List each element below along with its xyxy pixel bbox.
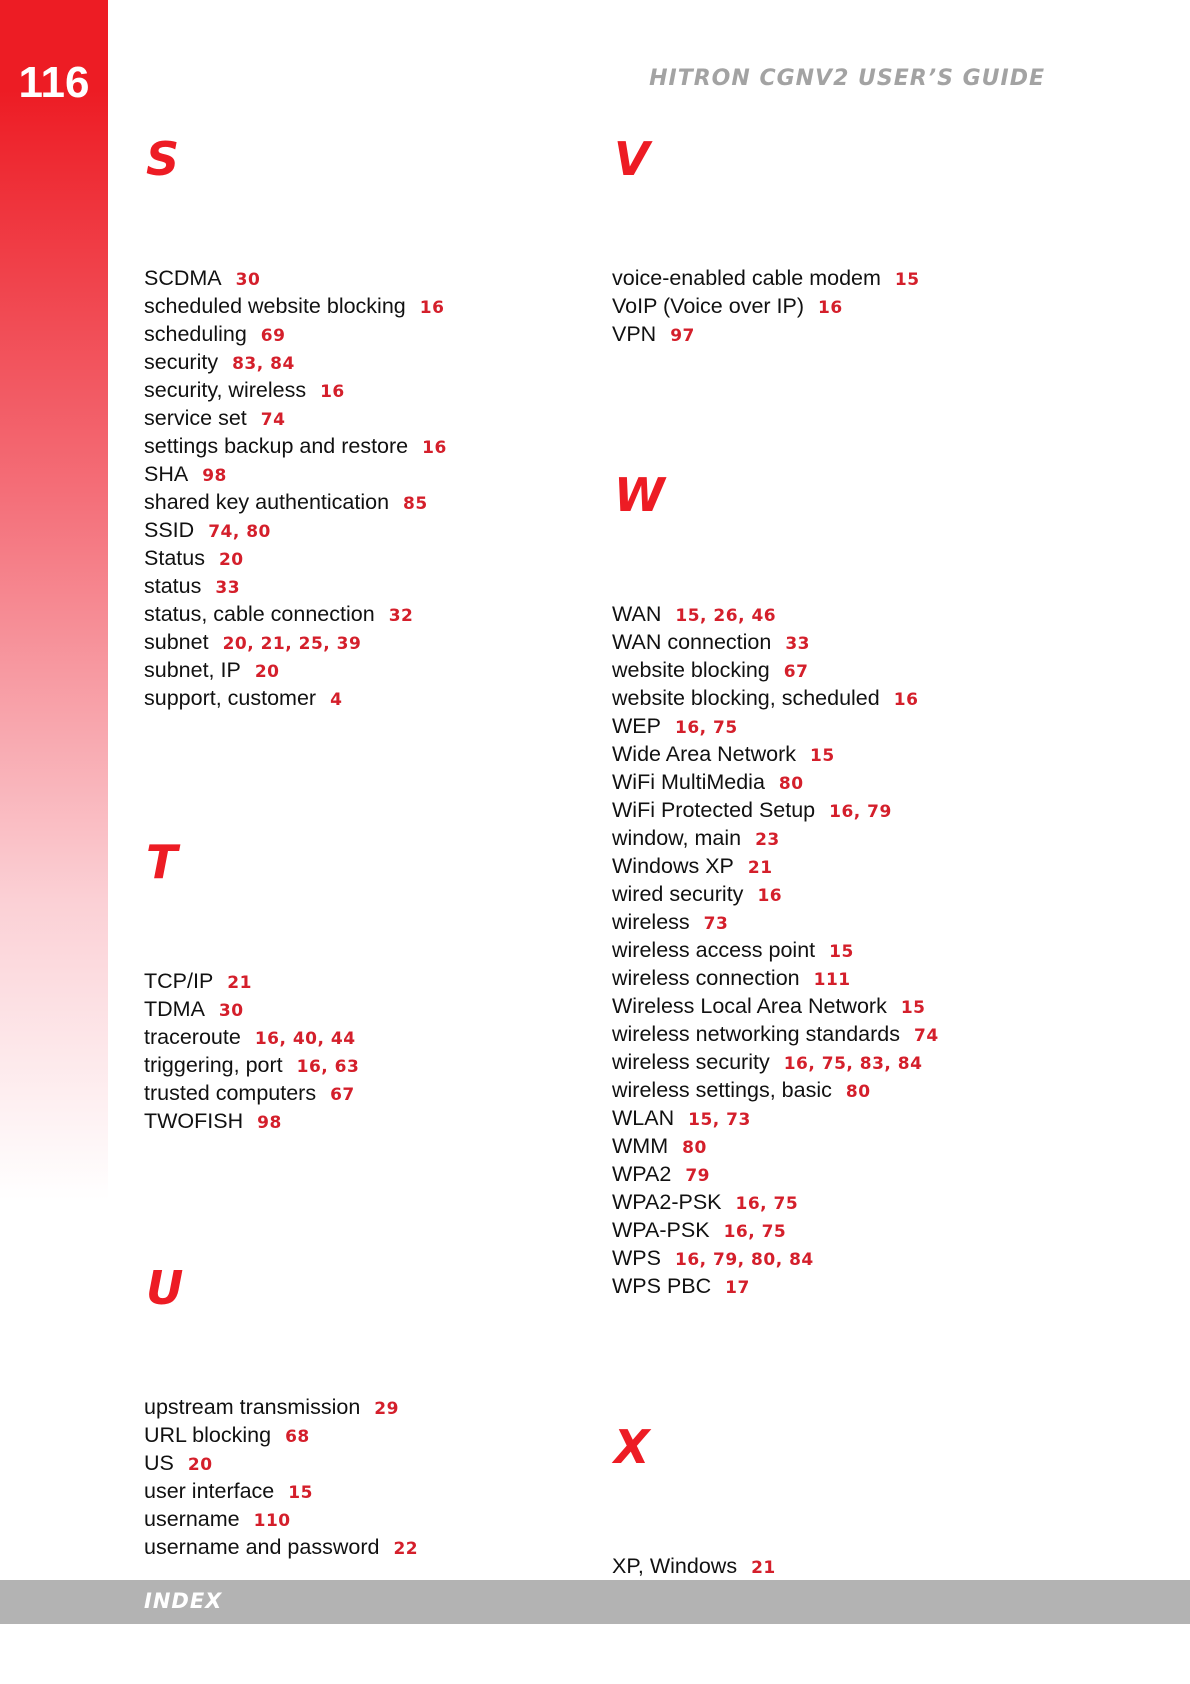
index-term: username and password [144, 1535, 380, 1559]
index-entry [612, 628, 1032, 656]
page-reference[interactable]: 80 [778, 774, 804, 794]
page-reference[interactable]: 15 [829, 942, 854, 962]
page-reference[interactable]: 16, 75 [723, 1222, 787, 1242]
page-reference[interactable]: 30 [218, 1001, 244, 1021]
page-reference[interactable]: 111 [813, 970, 851, 990]
index-column-left [144, 130, 564, 1561]
page-reference[interactable]: 15, 26, 46 [675, 606, 777, 626]
index-entry [612, 740, 1032, 768]
index-term: SCDMA [144, 266, 222, 290]
index-entry [144, 488, 564, 516]
index-entry [612, 684, 1032, 712]
page-reference[interactable]: 16, 75, 83, 84 [783, 1054, 923, 1074]
index-term: WiFi MultiMedia [612, 770, 765, 794]
index-entry [144, 516, 564, 544]
index-entry [612, 936, 1032, 964]
index-term: wired security [612, 882, 744, 906]
page-reference[interactable]: 69 [260, 326, 286, 346]
page-reference[interactable]: 15 [288, 1483, 313, 1503]
index-term: TWOFISH [144, 1109, 244, 1133]
section-letter-x: X [614, 1420, 650, 1474]
index-section-v [612, 130, 1032, 348]
index-entry [612, 264, 1032, 292]
page-reference[interactable]: 4 [330, 690, 343, 710]
index-term: subnet, IP [144, 658, 241, 682]
page-reference[interactable]: 33 [785, 634, 811, 654]
index-entry [144, 1107, 564, 1135]
page-reference[interactable]: 17 [725, 1278, 750, 1298]
entry-list-u [144, 1393, 564, 1561]
index-entry [612, 1272, 1032, 1300]
index-term: WMM [612, 1134, 669, 1158]
index-entry [144, 1079, 564, 1107]
page-reference[interactable]: 16 [422, 438, 447, 458]
index-entry [144, 684, 564, 712]
page-reference[interactable]: 16 [818, 298, 843, 318]
page-reference[interactable]: 21 [747, 858, 773, 878]
index-term: TCP/IP [144, 969, 214, 993]
index-entry [144, 1449, 564, 1477]
index-term: WAN [612, 602, 662, 626]
page-reference[interactable]: 30 [235, 270, 261, 290]
index-term: VPN [612, 322, 657, 346]
index-term: window, main [612, 826, 742, 850]
index-entry [612, 880, 1032, 908]
section-letter-v: V [614, 132, 650, 186]
index-term: WiFi Protected Setup [612, 798, 816, 822]
page-reference[interactable]: 98 [257, 1113, 282, 1133]
index-term: security [144, 350, 219, 374]
page-reference[interactable]: 20, 21, 25, 39 [222, 634, 362, 654]
page-reference[interactable]: 80 [682, 1138, 707, 1158]
index-entry [144, 404, 564, 432]
index-term: wireless connection [612, 966, 800, 990]
page-reference[interactable]: 16, 63 [296, 1057, 360, 1077]
page-reference[interactable]: 16 [757, 886, 783, 906]
page-reference[interactable]: 83, 84 [232, 354, 295, 374]
page-reference[interactable]: 74 [914, 1026, 939, 1046]
page-reference[interactable]: 79 [685, 1166, 711, 1186]
index-column-right [612, 130, 1032, 1580]
index-entry [612, 1076, 1032, 1104]
index-term: WPS [612, 1246, 661, 1270]
page-reference[interactable]: 16, 79, 80, 84 [674, 1250, 814, 1270]
index-entry [612, 824, 1032, 852]
index-entry [144, 320, 564, 348]
page-reference[interactable]: 74 [260, 410, 286, 430]
entry-list-s [144, 264, 564, 712]
index-entry [612, 1216, 1032, 1244]
index-term: wireless [612, 910, 690, 934]
section-gap [612, 348, 1032, 466]
index-term: wireless security [612, 1050, 770, 1074]
index-term: service set [144, 406, 247, 430]
index-entry [144, 1051, 564, 1079]
entry-list-v [612, 264, 1032, 348]
index-entry [144, 600, 564, 628]
index-term: SSID [144, 518, 195, 542]
page-reference[interactable]: 73 [703, 914, 729, 934]
index-term: TDMA [144, 997, 205, 1021]
index-entry [144, 1393, 564, 1421]
page-reference[interactable]: 97 [670, 326, 695, 346]
index-entry [144, 460, 564, 488]
page-reference[interactable]: 20 [187, 1455, 213, 1475]
index-entry [144, 1533, 564, 1561]
index-entry [612, 768, 1032, 796]
index-entry [612, 992, 1032, 1020]
index-term: wireless settings, basic [612, 1078, 832, 1102]
page-reference[interactable]: 67 [330, 1085, 355, 1105]
index-term: WPA2 [612, 1162, 672, 1186]
page-reference[interactable]: 110 [253, 1511, 291, 1531]
index-entry [612, 1048, 1032, 1076]
page-reference[interactable]: 20 [218, 550, 244, 570]
index-section-t [144, 833, 564, 1135]
index-entry [144, 544, 564, 572]
index-term: triggering, port [144, 1053, 283, 1077]
index-term: user interface [144, 1479, 275, 1503]
page-reference[interactable]: 16, 40, 44 [254, 1029, 356, 1049]
page-reference[interactable]: 15 [900, 998, 926, 1018]
index-entry [144, 967, 564, 995]
index-entry [144, 1421, 564, 1449]
page-reference[interactable]: 16 [320, 382, 345, 402]
entry-list-t [144, 967, 564, 1135]
index-entry [144, 628, 564, 656]
index-term: VoIP (Voice over IP) [612, 294, 805, 318]
page-reference[interactable]: 15 [810, 746, 835, 766]
index-term: traceroute [144, 1025, 241, 1049]
index-section-s [144, 130, 564, 712]
index-term: website blocking [612, 658, 770, 682]
index-entry [144, 376, 564, 404]
index-entry [144, 656, 564, 684]
index-term: voice-enabled cable modem [612, 266, 881, 290]
index-entry [612, 712, 1032, 740]
index-term: scheduled website blocking [144, 294, 406, 318]
page-reference[interactable]: 15 [894, 270, 920, 290]
index-term: SHA [144, 462, 189, 486]
page-reference[interactable]: 98 [202, 466, 227, 486]
page-reference[interactable]: 16 [419, 298, 445, 318]
index-term: scheduling [144, 322, 247, 346]
page-reference[interactable]: 32 [388, 606, 414, 626]
page-reference[interactable]: 21 [227, 973, 252, 993]
section-letter-s: S [146, 132, 180, 186]
index-term: WEP [612, 714, 661, 738]
page-reference[interactable]: 80 [845, 1082, 871, 1102]
index-term: website blocking, scheduled [612, 686, 880, 710]
index-term: username [144, 1507, 240, 1531]
index-entry [612, 908, 1032, 936]
index-term: shared key authentication [144, 490, 390, 514]
index-entry [612, 852, 1032, 880]
entry-list-x [612, 1552, 1032, 1580]
index-entry [612, 656, 1032, 684]
index-entry [144, 572, 564, 600]
page-reference[interactable]: 68 [285, 1427, 310, 1447]
page-reference[interactable]: 23 [755, 830, 780, 850]
page-reference[interactable]: 16, 75 [735, 1194, 799, 1214]
index-entry [612, 1244, 1032, 1272]
index-entry [612, 320, 1032, 348]
section-gap [144, 712, 564, 833]
index-entry [144, 432, 564, 460]
section-letter-u: U [146, 1261, 184, 1315]
index-entry [612, 600, 1032, 628]
index-term: Windows XP [612, 854, 734, 878]
index-section-w [612, 466, 1032, 1300]
page-reference[interactable]: 74, 80 [208, 522, 271, 542]
index-entry [612, 964, 1032, 992]
page-reference[interactable]: 22 [393, 1539, 419, 1559]
index-entry [612, 1188, 1032, 1216]
page-reference[interactable]: 67 [783, 662, 809, 682]
page-reference[interactable]: 16, 75 [674, 718, 738, 738]
index-section-u [144, 1259, 564, 1561]
index-term: Status [144, 546, 205, 570]
index-entry [144, 995, 564, 1023]
index-term: upstream transmission [144, 1395, 361, 1419]
index-entry [144, 1477, 564, 1505]
index-term: settings backup and restore [144, 434, 409, 458]
index-entry [612, 1160, 1032, 1188]
index-entry [612, 1104, 1032, 1132]
page-reference[interactable]: 20 [254, 662, 280, 682]
index-term: XP, Windows [612, 1554, 738, 1578]
index-term: WAN connection [612, 630, 772, 654]
page-reference[interactable]: 33 [215, 578, 241, 598]
index-entry [612, 1132, 1032, 1160]
index-entry [144, 348, 564, 376]
index-term: URL blocking [144, 1423, 272, 1447]
index-entry [144, 1023, 564, 1051]
entry-list-w [612, 600, 1032, 1300]
index-entry [144, 1505, 564, 1533]
guide-title: HITRON CGNV2 USER’S GUIDE [649, 66, 1045, 91]
index-entry [144, 264, 564, 292]
page-reference[interactable]: 15, 73 [688, 1110, 751, 1130]
page-reference[interactable]: 21 [751, 1558, 776, 1578]
footer-bar [0, 1580, 1190, 1624]
index-entry [144, 292, 564, 320]
index-term: trusted computers [144, 1081, 317, 1105]
index-term: wireless networking standards [612, 1022, 900, 1046]
page-reference[interactable]: 16 [893, 690, 919, 710]
page-number: 116 [18, 58, 90, 107]
index-entry [612, 1020, 1032, 1048]
index-term: wireless access point [612, 938, 816, 962]
index-entry [612, 292, 1032, 320]
index-term: Wide Area Network [612, 742, 797, 766]
index-term: status, cable connection [144, 602, 375, 626]
index-term: subnet [144, 630, 209, 654]
index-term: security, wireless [144, 378, 307, 402]
page-reference[interactable]: 16, 79 [829, 802, 892, 822]
section-gap [612, 1300, 1032, 1418]
footer-section-label: INDEX [144, 1589, 223, 1613]
index-entry [612, 1552, 1032, 1580]
index-term: support, customer [144, 686, 317, 710]
index-term: WPS PBC [612, 1274, 712, 1298]
section-letter-w: W [614, 468, 665, 522]
index-entry [612, 796, 1032, 824]
index-term: WPA2-PSK [612, 1190, 722, 1214]
index-term: WLAN [612, 1106, 675, 1130]
side-color-band [0, 0, 108, 1200]
index-term: US [144, 1451, 174, 1475]
page-reference[interactable]: 85 [403, 494, 428, 514]
index-term: WPA-PSK [612, 1218, 710, 1242]
page-reference[interactable]: 29 [374, 1399, 399, 1419]
index-term: Wireless Local Area Network [612, 994, 887, 1018]
section-gap [144, 1135, 564, 1259]
index-section-x [612, 1418, 1032, 1580]
section-letter-t: T [146, 835, 178, 889]
index-term: status [144, 574, 202, 598]
